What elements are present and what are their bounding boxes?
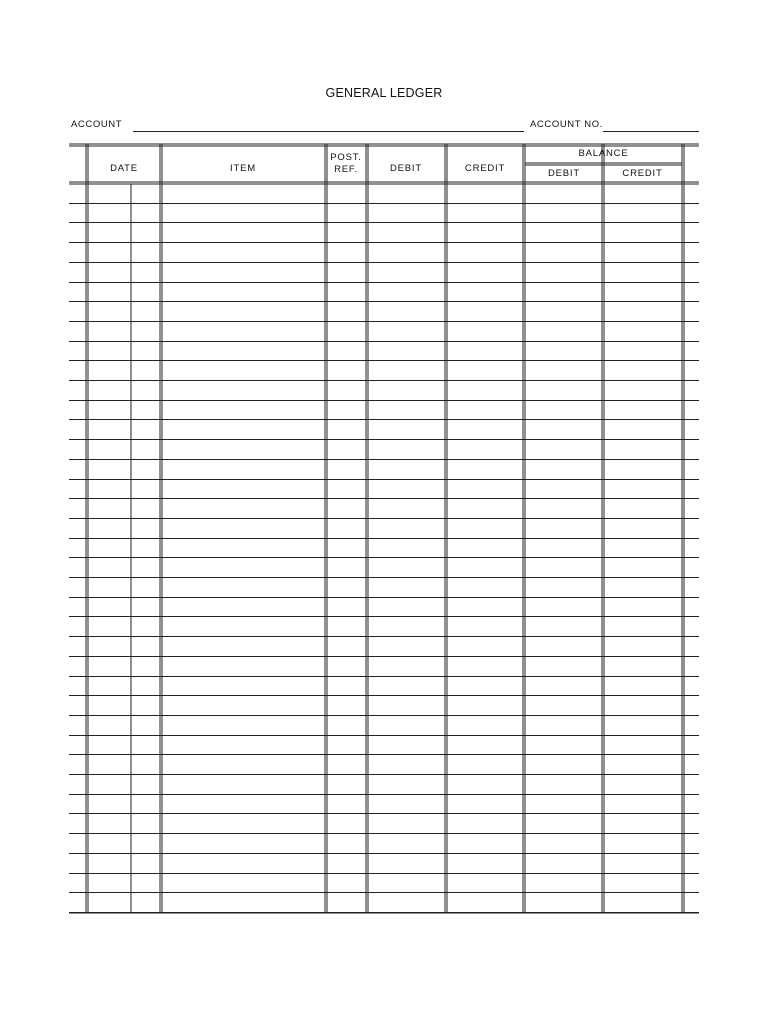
- page-title: GENERAL LEDGER: [325, 86, 443, 100]
- header-post-ref-line1: POST.: [330, 152, 362, 163]
- header-debit: DEBIT: [390, 163, 422, 174]
- header-post-ref-line2: REF.: [334, 164, 358, 175]
- header-credit: CREDIT: [464, 163, 506, 174]
- header-balance: BALANCE: [578, 148, 629, 159]
- account-no-label: ACCOUNT NO.: [530, 119, 603, 130]
- header-balance-credit: CREDIT: [622, 168, 663, 179]
- header-item: ITEM: [230, 163, 256, 174]
- header-balance-debit: DEBIT: [548, 168, 580, 179]
- header-date: DATE: [110, 163, 138, 174]
- account-label: ACCOUNT: [71, 119, 123, 130]
